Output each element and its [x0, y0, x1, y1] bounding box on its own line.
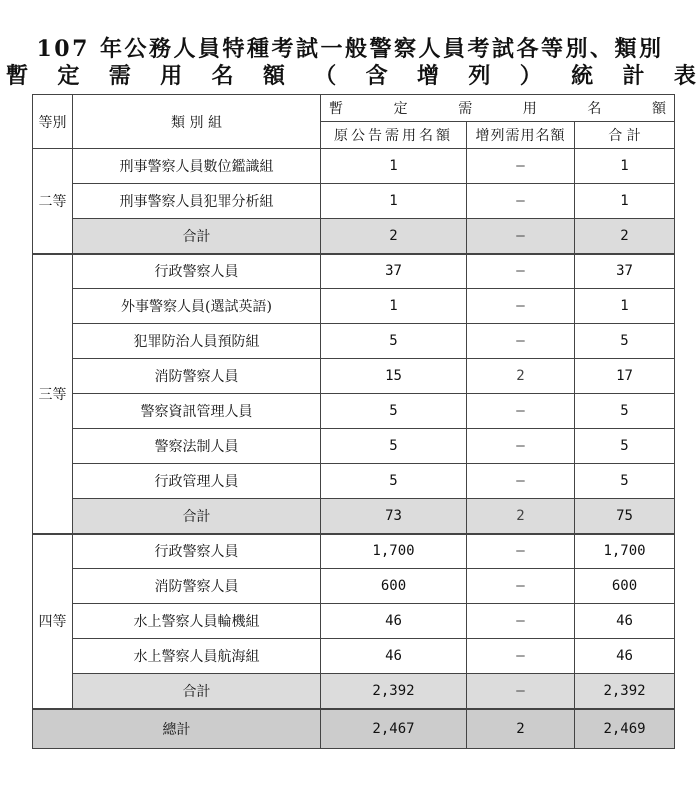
original-cell: 1 [321, 184, 467, 219]
subtotal-label: 合計 [73, 219, 321, 254]
added-cell: – [467, 324, 575, 359]
title-char: 暫 [6, 63, 29, 89]
subtotal-original: 73 [321, 499, 467, 534]
subtotal-original: 2,392 [321, 674, 467, 709]
total-cell: 5 [575, 394, 675, 429]
added-cell: – [467, 639, 575, 674]
header-original: 原公告需用名額 [321, 122, 467, 149]
subtotal-added: – [467, 674, 575, 709]
original-cell: 600 [321, 569, 467, 604]
header-group-char: 暫 [329, 101, 343, 117]
grade-cell: 三等 [33, 254, 73, 534]
title-char: 統 [571, 63, 594, 89]
table-row [33, 604, 675, 639]
category-cell: 消防警察人員 [73, 359, 321, 394]
added-cell: – [467, 289, 575, 324]
title-char: 需 [108, 63, 131, 89]
title-line-1: 107 年公務人員特種考試一般警察人員考試各等別、類別 [36, 36, 664, 62]
original-cell: 5 [321, 394, 467, 429]
category-cell: 水上警察人員航海組 [73, 639, 321, 674]
total-cell: 600 [575, 569, 675, 604]
original-cell: 1 [321, 149, 467, 184]
total-cell: 46 [575, 639, 675, 674]
original-cell: 15 [321, 359, 467, 394]
grand-total-label: 總計 [33, 709, 321, 749]
total-cell: 5 [575, 324, 675, 359]
category-cell: 行政警察人員 [73, 254, 321, 289]
category-cell: 消防警察人員 [73, 569, 321, 604]
title-char: 列 [468, 63, 491, 89]
original-cell: 5 [321, 324, 467, 359]
added-cell: – [467, 604, 575, 639]
title-char: 表 [673, 63, 696, 89]
grade-cell: 二等 [33, 149, 73, 254]
subtotal-total: 2,392 [575, 674, 675, 709]
subtotal-total: 75 [575, 499, 675, 534]
original-cell: 1,700 [321, 534, 467, 569]
title-line-2 [6, 63, 696, 89]
added-cell: – [467, 534, 575, 569]
category-cell: 外事警察人員(選試英語) [73, 289, 321, 324]
subtotal-row [33, 674, 675, 709]
category-cell: 警察法制人員 [73, 429, 321, 464]
total-cell: 17 [575, 359, 675, 394]
statistics-table [32, 94, 675, 749]
original-cell: 46 [321, 604, 467, 639]
header-added: 增列需用名額 [467, 122, 575, 149]
category-cell: 警察資訊管理人員 [73, 394, 321, 429]
category-cell: 水上警察人員輪機組 [73, 604, 321, 639]
title-char: 名 [211, 63, 234, 89]
table-row [33, 429, 675, 464]
table-row [33, 149, 675, 184]
category-cell: 行政警察人員 [73, 534, 321, 569]
added-cell: – [467, 184, 575, 219]
grade-cell: 四等 [33, 534, 73, 709]
original-cell: 37 [321, 254, 467, 289]
table-row [33, 569, 675, 604]
original-cell: 1 [321, 289, 467, 324]
header-group-char: 用 [522, 101, 537, 117]
total-cell: 5 [575, 464, 675, 499]
table-row [33, 254, 675, 289]
subtotal-total: 2 [575, 219, 675, 254]
title-char: 計 [622, 63, 645, 89]
total-cell: 1,700 [575, 534, 675, 569]
total-cell: 1 [575, 184, 675, 219]
grand-total-original: 2,467 [321, 709, 467, 749]
grand-total-row [33, 709, 675, 749]
grand-total-added: 2 [467, 709, 575, 749]
title-char: （ [314, 63, 337, 89]
header-group-char: 需 [458, 101, 473, 117]
total-cell: 46 [575, 604, 675, 639]
header-group-char: 定 [393, 101, 408, 117]
subtotal-row [33, 219, 675, 254]
table-row [33, 289, 675, 324]
table-row [33, 394, 675, 429]
header-total: 合 計 [575, 122, 675, 149]
total-cell: 1 [575, 289, 675, 324]
subtotal-row [33, 499, 675, 534]
added-cell: – [467, 149, 575, 184]
table-row [33, 359, 675, 394]
total-cell: 37 [575, 254, 675, 289]
total-cell: 5 [575, 429, 675, 464]
category-cell: 刑事警察人員犯罪分析組 [73, 184, 321, 219]
added-cell: 2 [467, 359, 575, 394]
title-char: 定 [57, 63, 80, 89]
category-cell: 犯罪防治人員預防組 [73, 324, 321, 359]
grand-total-total: 2,469 [575, 709, 675, 749]
subtotal-label: 合計 [73, 674, 321, 709]
subtotal-label: 合計 [73, 499, 321, 534]
category-cell: 刑事警察人員數位鑑識組 [73, 149, 321, 184]
header-group [321, 95, 675, 122]
original-cell: 5 [321, 464, 467, 499]
added-cell: – [467, 254, 575, 289]
table-row [33, 534, 675, 569]
original-cell: 46 [321, 639, 467, 674]
subtotal-original: 2 [321, 219, 467, 254]
category-cell: 行政管理人員 [73, 464, 321, 499]
title-char: 額 [262, 63, 285, 89]
added-cell: – [467, 429, 575, 464]
added-cell: – [467, 569, 575, 604]
subtotal-added: 2 [467, 499, 575, 534]
subtotal-added: – [467, 219, 575, 254]
table-row [33, 324, 675, 359]
header-group-char: 名 [587, 101, 602, 117]
title-char: 用 [160, 63, 183, 89]
title-char: ） [519, 63, 542, 89]
total-cell: 1 [575, 149, 675, 184]
original-cell: 5 [321, 429, 467, 464]
title-char: 增 [417, 63, 440, 89]
header-group-char: 額 [651, 101, 666, 117]
table-row [33, 464, 675, 499]
header-category: 類 別 組 [73, 95, 321, 149]
added-cell: – [467, 464, 575, 499]
table-row [33, 639, 675, 674]
header-grade: 等別 [33, 95, 73, 149]
table-row [33, 184, 675, 219]
added-cell: – [467, 394, 575, 429]
title-char: 含 [365, 63, 388, 89]
